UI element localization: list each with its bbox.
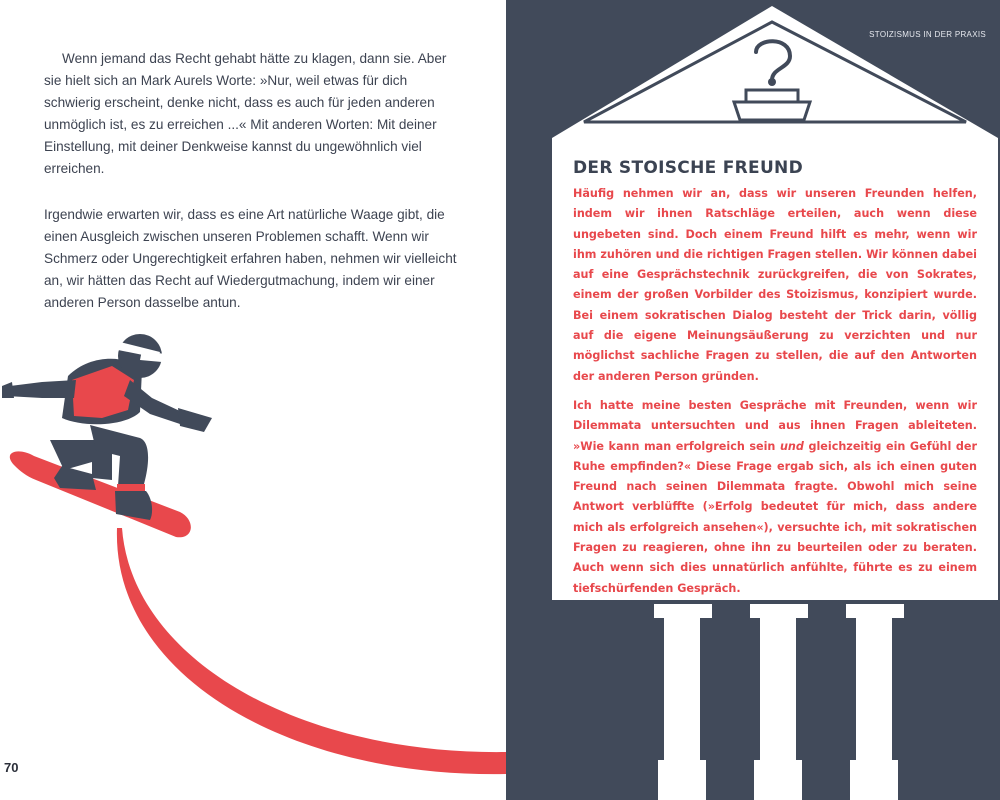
box-paragraph-text: gleichzeitig ein Gefühl der Ruhe empfinden?« Diese Frage ergab sich, als ich einen guten Freund nach seinen Dilemmata fragte. Obwohl mich seine Antwort verblüffte (»Erfolg bedeutet für mich, dass andere mich als erfolgreich ansehen«), versuchte ich, mit sokratischen Fragen zu reagieren, ohne ihn zu beurteilen oder zu beraten. Auch wenn sich dies unnatürlich anfühlte, führte es zu einem tiefschürfenden Gespräch. [573, 439, 978, 595]
page-number: 70 [4, 760, 19, 775]
left-arm [6, 380, 76, 398]
temple-column [750, 604, 808, 800]
right-hand [178, 408, 212, 432]
box-paragraph [573, 396, 977, 599]
temple-column [654, 604, 712, 800]
box-paragraph-text: Ich hatte meine besten Gespräche mit Freunden, wenn wir Dilemmata untersuchten und aus ihnen Fragen ableiteten. »Wie kann man erfolgreich sein [573, 399, 977, 453]
temple-column [846, 604, 904, 800]
body-paragraph: Irgendwie erwarten wir, dass es eine Art natürliche Waage gibt, die einen Ausgleich zwischen unseren Problemen schafft. Wenn wir Schmerz oder Ungerechtigkeit erfahren haben, nehmen wir vielleicht an, wir hätten das Recht auf Wiedergutmachung, indem wir einer anderen Person dasselbe antun. [44, 207, 457, 310]
front-boot-band [117, 484, 145, 491]
box-paragraph: Häufig nehmen wir an, dass wir unseren Freunden helfen, indem wir ihnen Ratschläge erteilen, auch wenn diese ungebeten sind. Doch einem Freund hilft es mehr, wenn wir ihm zuhören und die richtigen Fragen stellen. Wir können dabei auf eine Gesprächstechnik zurückgreifen, die von Sokrates, einem der großen Vorbilder des Stoizismus, konzipiert wurde. Bei einem sokratischen Dialog besteht der Trick darin, völlig auf die eigene Meinungsäußerung zu verzichten und nur möglichst sachliche Fragen zu stellen, die auf den Antworten der anderen Person gründen. [573, 187, 977, 383]
snowboarder-illustration [0, 320, 506, 800]
back-boot [54, 466, 96, 490]
right-page [506, 0, 1000, 800]
running-header: STOIZISMUS IN DER PRAXIS [869, 30, 986, 39]
right-arm [124, 380, 182, 424]
front-boot [115, 491, 152, 520]
body-paragraph: Wenn jemand das Recht gehabt hätte zu klagen, dann sie. Aber sie hielt sich an Mark Aurels Worte: »Nur, weil etwas für dich schwierig erscheint, denke nicht, dass es auch für jeden anderen unmöglich ist, es zu erreichen ...« Mit anderen Worten: Mit deiner Einstellung, mit deiner Denkweise kannst du ungewöhnlich viel erreichen. [44, 51, 447, 176]
emphasis-text: und [779, 439, 804, 453]
box-title: DER STOISCHE FREUND [573, 158, 803, 178]
left-hand [2, 382, 14, 398]
snow-trail [117, 528, 506, 774]
